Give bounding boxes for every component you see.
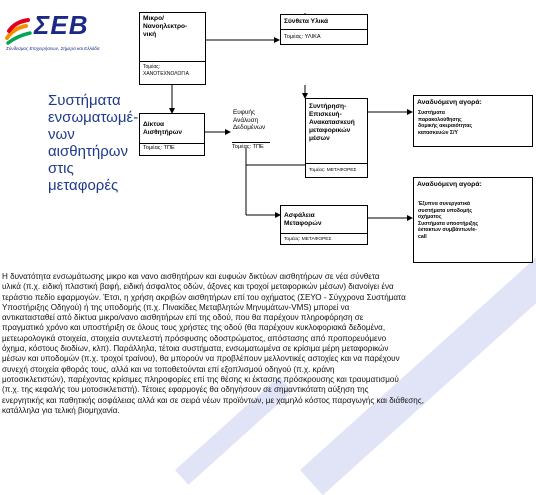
box-desc-line: οχήματος <box>418 214 442 221</box>
box-title-line: Ανακατασκευή <box>309 119 355 126</box>
box-title-line: Επισκευή- <box>309 111 342 118</box>
paragraph-line: όχημα, κόστους διοδίων, κλπ). Παράλληλα, τέτοια συστήματα, ενσωματωμένα σε κρίσιμα μέρη μεταφορικών <box>2 344 389 354</box>
box-nanoelectronics <box>139 12 206 85</box>
paragraph-line: ενεργητικής και παθητικής ασφάλειας αλλά και σε σειρά νέων προϊόντων, με χαμηλό κόστος παραγωγής και διάθεσης, <box>2 395 424 405</box>
paragraph-line: υλικά (π.χ. ειδική πλαστική βαφή, ειδική άσφαλτος οδών, άξονες και τροχοί μεταφορικών μέσων) διανοίγει ένα <box>2 282 394 292</box>
label-line: Ανάλυση <box>233 116 259 124</box>
paragraph-line: μοτοσικλετιστών), παρέχοντας κρίσιμες πληροφορίες επί της θέσης κι έκτασης πρόσκρουσης και τραυματισμού <box>2 374 399 384</box>
paragraph-line: πραγματικό χρόνο και υποστήριξη σε όλους τους χρήστες της οδού (θα παρέχουν κυκλοφοριακά δεδομένα, <box>2 323 386 333</box>
side-title-line: μεταφορές <box>48 177 119 194</box>
box-desc-line: συστήματα υποδομής <box>418 207 473 214</box>
box-maintenance <box>305 98 368 178</box>
box-synthetic-materials <box>280 14 368 45</box>
label-data-analysis-sector <box>232 142 270 152</box>
paragraph-line: αντικατασταθεί από δίκτυα μικρο/νανο αισθητήρων επί της οδού, που θα παρέχουν πληροφόρηση σε <box>2 313 364 323</box>
box-desc-line: έκτακτων συμβάντων/e- <box>418 227 477 234</box>
label-data-analysis <box>233 109 265 132</box>
box-desc-line: δομικής ακεραιότητας <box>418 123 473 130</box>
label-line: Ευφυής <box>233 109 256 116</box>
box-desc-line: Έξυπνα συνεργατικά <box>418 201 471 207</box>
box-title-line: Ασφάλεια <box>284 212 315 219</box>
box-title-line: νική <box>143 31 157 38</box>
paragraph-line: συνεχή στοιχεία φθοράς τους, αλλά και να τοποθετούνται επί εξοπλισμού οδηγού (π.χ. κράνη <box>2 364 335 374</box>
box-title-line: μεταφορικών <box>309 127 351 134</box>
box-title-line: Αισθητήρων <box>143 129 182 136</box>
paragraph-line: μέσων και υποδομών (π.χ. τροχοί τραίνου), θα μπορούν να προβλέπουν μελλοντικές αστοχίες και να παρέχουν <box>2 354 400 364</box>
box-title: Σύνθετα Υλικά <box>284 18 329 25</box>
box-title: Αναδυόμενη αγορά: <box>417 99 482 106</box>
box-desc-line: call <box>418 233 427 240</box>
side-title-line: ενσωματωμέ- <box>48 109 139 126</box>
box-sector: Τομέας: ΜΕΤΑΦΟΡΕΣ <box>284 237 332 242</box>
paragraph-line: Η δυνατότητα ενσωμάτωσης μικρο και νανο αισθητήρων και ευφυών δικτύων αισθητήρων σε νέα σύνθετα <box>2 272 380 281</box>
label-sector: Τομέας: ΤΠΕ <box>232 144 264 150</box>
box-desc-line: Συστήματα υποστήριξης <box>418 220 479 227</box>
side-title-line: νων <box>48 126 75 143</box>
box-sector: Τομέας: ΥΛΙΚΑ <box>284 34 321 40</box>
paragraph-line: μετεωρολογικά στοιχεία, στοιχεία συντελεστή πρόσφυσης οδοστρώματος, απόστασης από προπορευόμενο <box>2 333 387 343</box>
label-line: Δεδομένων <box>233 124 266 132</box>
logo-wordmark: ΣΕΒ <box>34 10 89 40</box>
box-sector: Τομέας: ΤΠΕ <box>143 145 175 151</box>
side-title-line: στις <box>48 160 74 177</box>
paragraph-line: κατάλληλα για τελική βιομηχανία. <box>2 405 120 415</box>
box-sector-line: Τομέας: <box>143 64 161 70</box>
box-title-line: Μεταφορών <box>284 220 322 227</box>
box-sector: Τομέας: ΜΕΤΑΦΟΡΕΣ <box>309 168 357 173</box>
box-desc-line: παρακολούθησης <box>418 116 462 123</box>
box-desc-line: κατασκευών Σ/Υ <box>418 129 458 136</box>
box-title-line: Δίκτυα <box>143 121 165 128</box>
box-emerging-market-2 <box>413 177 533 263</box>
box-title: Αναδυόμενη αγορά: <box>417 181 482 188</box>
paragraph-line: Υποστήριξης Οδηγού) ή της υποδομής (π.χ. Πινακίδες Μεταβλητών Μηνυμάτων-VMS) μπορεί να <box>2 302 350 312</box>
paragraph-line: τεράστιο πεδίο εφαρμογών. Έτσι, η χρήση ακριβών αισθητήρων επί του οχήματος (ΣΕΥΟ - Σύγχρονα Συστήματα <box>2 292 406 302</box>
box-sensor-networks <box>139 113 205 156</box>
side-title-line: αισθητήρων <box>48 143 128 160</box>
box-emerging-market-1 <box>413 95 533 147</box>
box-title-line: μέσων <box>309 135 330 142</box>
logo-tagline: Σύνδεσμος Επιχειρήσεων, Σήμερα και Ελλάδα <box>6 46 100 51</box>
box-transport-safety <box>280 205 368 245</box>
paragraph-line: (π.χ. της κεφαλής του μοτοσικλετιστή). Τέτοιες εφαρμογές θα οδηγήσουν σε σημαντικότατη αύξηση της <box>2 385 369 395</box>
box-title-line: Νανοηλεκτρο- <box>143 23 188 30</box>
box-sector-line: ΧΑΝΟΤΕΧΝΟΛΟΓΙΑ <box>143 70 189 77</box>
box-title-line: Μικρο/ <box>143 15 164 22</box>
box-title-line: Συντήρηση- <box>309 103 347 110</box>
box-desc-line: Συστήματα <box>418 110 445 116</box>
side-title-line: Συστήματα <box>48 92 121 109</box>
description-paragraph <box>2 272 530 416</box>
